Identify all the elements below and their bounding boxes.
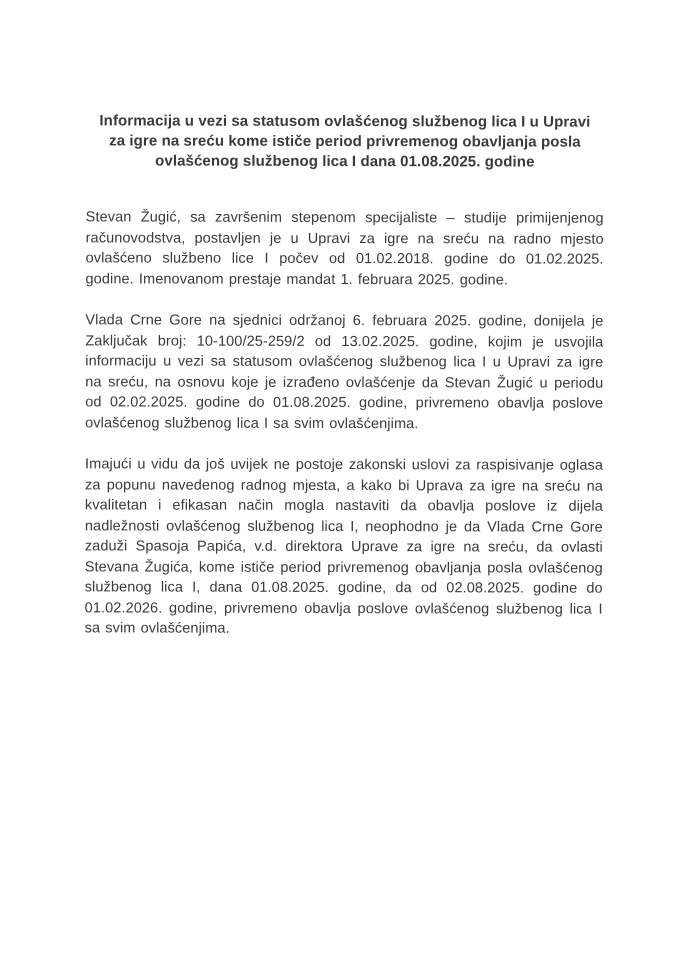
paragraph: Vlada Crne Gore na sjednici održanoj 6. februara 2025. godine, donijela je Zaključak broj: 10-100/25-259/2 od 13.02.2025. godine, kojim je usvojila informaciju u vezi sa statusom ovlašćenog službenog lica I u Upravi za igre na sreću, na osnovu koje je izrađeno ovlašćenje da Stevan Žugić u periodu od 02.02.2025. godine do 01.08.2025. godine, privremeno obavlja poslove ovlašćenog službenog lica I sa svim ovlašćenjima. (85, 312, 604, 432)
paragraph: Imajući u vidu da još uvijek ne postoje zakonski uslovi za raspisivanje oglasa za popunu navedenog radnog mjesta, a kako bi Uprava za igre na sreću na kvalitetan i efikasan način mogla nastaviti da obavlja poslove iz dijela nadležnosti ovlašćenog službenog lica I, neophodno je da Vlada Crne Gore zaduži Spasoja Papića, v.d. direktora Uprave za igre na sreću, da ovlasti Stevana Žugića, kome ističe period privremenog obavljanja posla ovlašćenog službenog lica I, dana 01.08.2025. godine, da od 02.08.2025. godine do 01.02.2026. godine, privremeno obavlja poslove ovlašćenog službenog lica I sa svim ovlašćenjima. (84, 456, 604, 637)
paragraph: Stevan Žugić, sa završenim stepenom specijaliste – studije primijenjenog računovodstva, postavljen je u Upravi za igre na sreću na radno mjesto ovlašćeno službeno lice I počev od 01.02.2018. godine do 01.02.2025. godine. Imenovanom prestaje mandat 1. februara 2025. godine. (85, 209, 604, 288)
document-title: Informacija u vezi sa statusom ovlašćenog službenog lica I u Upravi za igre na sreću kome ističe period privremenog obavljanja posla ovlašćenog službenog lica I dana 01.08.2025. godine (99, 112, 591, 171)
document-body (85, 207, 604, 640)
